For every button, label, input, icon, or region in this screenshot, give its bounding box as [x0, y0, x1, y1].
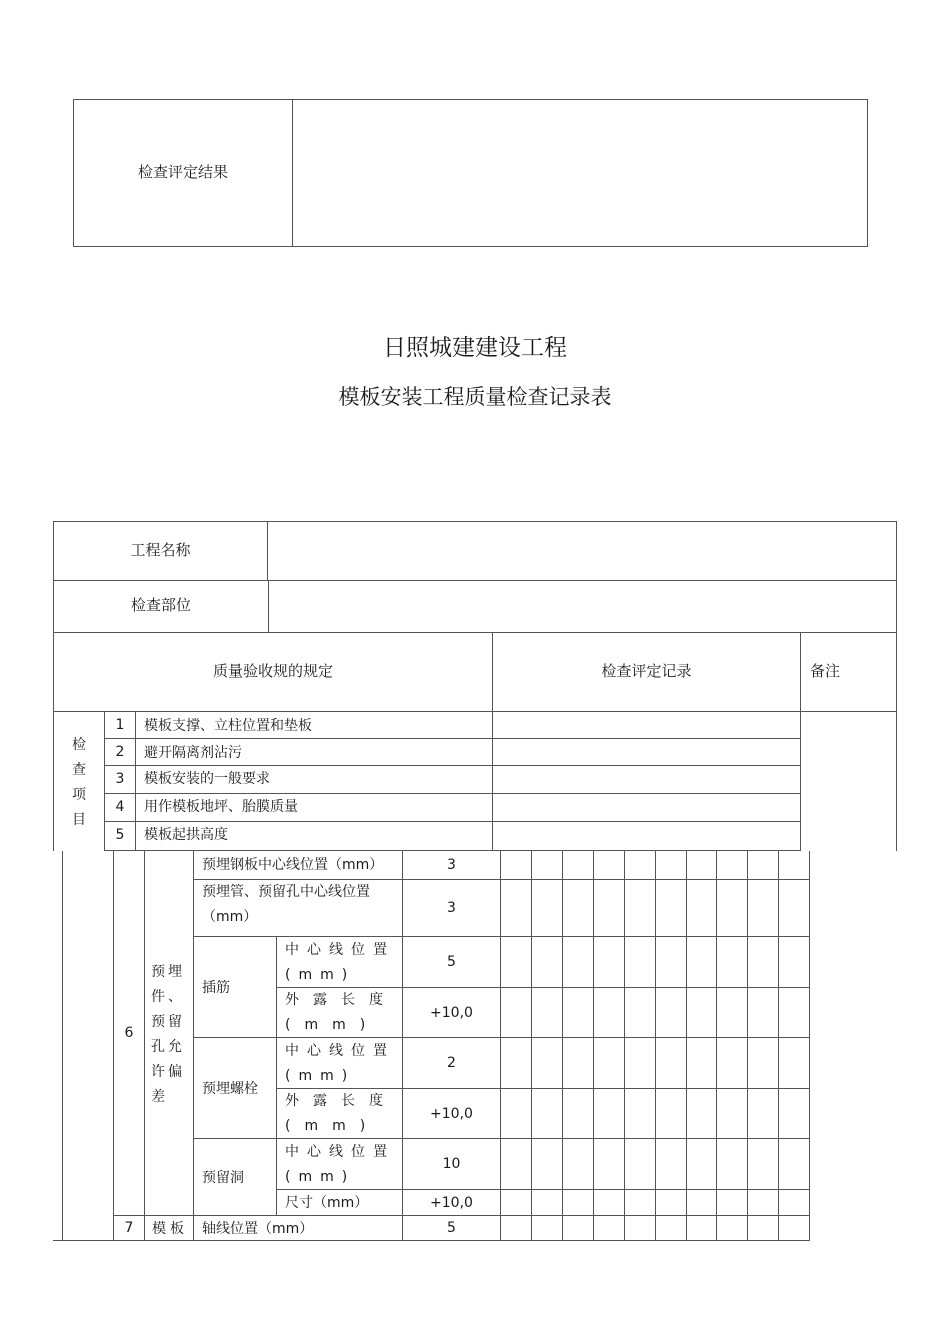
table-rule	[53, 711, 897, 712]
table-rule	[778, 851, 779, 1241]
table-rule	[62, 851, 63, 1241]
item-no: 4	[115, 799, 125, 815]
group-name: 插筋	[202, 980, 230, 996]
item-text: 模板支撑、立柱位置和垫板	[144, 718, 312, 734]
table-rule	[716, 851, 717, 1241]
table-rule	[104, 738, 800, 739]
table-rule	[593, 851, 594, 1241]
tolerance-text: 轴线位置（mm）	[202, 1221, 314, 1237]
tolerance-subtext: 尺寸（mm）	[285, 1195, 369, 1211]
item7-label: 模板	[152, 1221, 188, 1237]
table-border-left	[53, 521, 54, 851]
document-subtitle: 模板安装工程质量检查记录表	[338, 385, 612, 409]
table-rule	[53, 632, 897, 633]
result-table-divider	[292, 99, 293, 247]
tolerance-value: 2	[447, 1055, 456, 1071]
table-rule	[104, 765, 800, 766]
item-no: 3	[115, 771, 125, 787]
location-label: 检查部位	[130, 596, 191, 614]
table-rule	[104, 793, 800, 794]
table-border-top	[53, 521, 897, 522]
tolerance-subtext: 中心线位置(mm)	[285, 1043, 395, 1084]
item-text: 模板安装的一般要求	[144, 771, 270, 787]
tolerance-text: 预埋管、预留孔中心线位置（mm）	[202, 884, 370, 925]
table-border-bottom	[53, 1240, 810, 1241]
item-no: 6	[124, 1025, 134, 1041]
tolerance-subtext: 中心线位置(mm)	[285, 1144, 395, 1185]
record-header: 检查评定记录	[601, 662, 692, 680]
project-name-label: 工程名称	[130, 541, 191, 559]
table-rule	[193, 851, 194, 1241]
table-rule	[113, 851, 114, 1241]
table-rule	[268, 580, 269, 632]
item-no: 7	[124, 1220, 134, 1236]
table-rule	[135, 711, 136, 851]
tolerance-value: 3	[447, 900, 456, 916]
tolerance-subtext: 外露长度(mm)	[285, 1093, 397, 1134]
table-rule	[104, 821, 800, 822]
table-rule	[655, 851, 656, 1241]
tolerance-value: +10,0	[430, 1195, 473, 1211]
table-rule	[562, 851, 563, 1241]
table-rule	[193, 936, 809, 937]
table-rule	[267, 521, 268, 580]
table-rule	[104, 850, 800, 851]
tolerance-value: 3	[447, 857, 456, 873]
tolerance-value: +10,0	[430, 1005, 473, 1021]
item-text: 模板起拱高度	[144, 827, 228, 843]
table-rule	[276, 936, 277, 1216]
group-name: 预留洞	[202, 1170, 244, 1186]
tolerance-value: +10,0	[430, 1106, 473, 1122]
tolerance-subtext: 外露长度(mm)	[285, 992, 397, 1033]
item-no: 1	[115, 717, 125, 733]
table-rule	[500, 851, 501, 1241]
item-text: 避开隔离剂沾污	[144, 745, 242, 761]
table-rule	[809, 851, 810, 1241]
item-no: 5	[115, 827, 125, 843]
table-rule	[624, 851, 625, 1241]
tolerance-value: 10	[442, 1156, 461, 1172]
document-title: 日照城建建设工程	[383, 335, 567, 361]
table-border-right	[896, 521, 897, 851]
item-no: 2	[115, 744, 125, 760]
spec-header: 质量验收规的规定	[212, 662, 333, 680]
tolerance-value: 5	[447, 1220, 456, 1236]
tolerance-subtext: 中心线位置(mm)	[285, 942, 395, 983]
table-rule	[686, 851, 687, 1241]
item6-label: 预埋件、预留孔允许偏差	[151, 964, 185, 1105]
table-rule	[531, 851, 532, 1241]
tolerance-text: 预埋钢板中心线位置（mm）	[202, 857, 384, 873]
item-text: 用作模板地坪、胎膜质量	[144, 799, 298, 815]
note-header: 备注	[810, 662, 841, 680]
tolerance-value: 5	[447, 954, 456, 970]
result-label: 检查评定结果	[137, 163, 228, 181]
table-rule	[53, 580, 897, 581]
table-rule	[113, 1215, 809, 1216]
table-rule	[747, 851, 748, 1241]
group-name: 预埋螺栓	[202, 1081, 258, 1097]
table-rule	[144, 851, 145, 1241]
table-rule	[800, 632, 801, 851]
inspection-group-label: 检查项目	[72, 737, 86, 828]
